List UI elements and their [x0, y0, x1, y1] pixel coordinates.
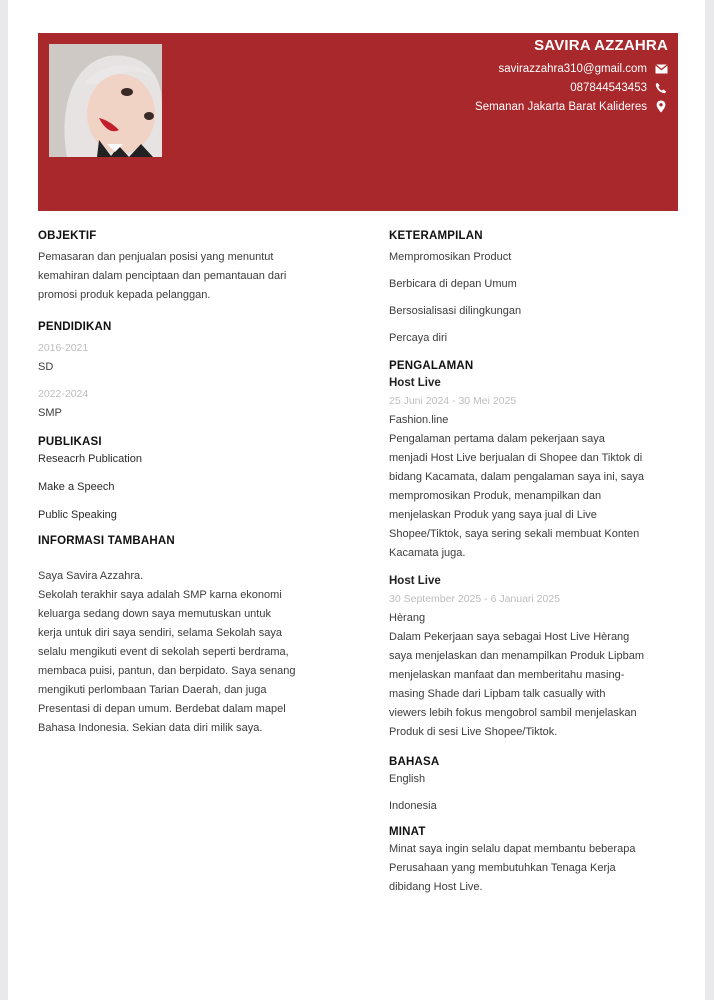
additional-line: Presentasi di depan umum. Berdebat dalam mapel — [38, 703, 286, 715]
candidate-name: SAVIRA AZZAHRA — [534, 37, 668, 54]
education-school: SD — [38, 361, 54, 373]
additional-line: Sekolah terakhir saya adalah SMP karna ekonomi — [38, 589, 282, 601]
job-company: Hèrang — [389, 612, 426, 624]
job-description-line: Kacamata juga. — [389, 547, 466, 559]
job-description-line: Produk di sesi Live Shopee/Tiktok. — [389, 726, 558, 738]
job-description-line: menjadi Host Live berjualan di Shopee dan Tiktok di — [389, 452, 643, 464]
job-role: Host Live — [389, 575, 441, 587]
job-description-line: Dalam Pekerjaan saya sebagai Host Live Hèrang — [389, 631, 630, 643]
job-description-line: masing Shade dari Lipbam talk casually with — [389, 688, 606, 700]
publication-item: Make a Speech — [38, 481, 115, 493]
objective-line: Pemasaran dan penjualan posisi yang menuntut — [38, 251, 274, 263]
job-company: Fashion.line — [389, 414, 449, 426]
location-pin-icon — [654, 101, 668, 113]
phone-text: 087844543453 — [570, 81, 647, 94]
envelope-icon — [654, 63, 668, 75]
phone-row — [475, 78, 668, 97]
publication-item: Reseacrh Publication — [38, 453, 142, 465]
publication-item: Public Speaking — [38, 509, 117, 521]
additional-line: membaca puisi, pantun, dan berpidato. Saya senang — [38, 665, 296, 677]
skill-item: Mempromosikan Product — [389, 251, 512, 263]
objective-line: promosi produk kepada pelanggan. — [38, 289, 211, 301]
additional-line: kerja untuk diri saya sendiri, selama Sekolah saya — [38, 627, 282, 639]
education-years: 2022-2024 — [38, 388, 89, 400]
additional-line: Bahasa Indonesia. Sekian data diri milik saya. — [38, 722, 263, 734]
education-entry — [38, 385, 338, 423]
job-period: 25 Juni 2024 - 30 Mei 2025 — [389, 395, 517, 407]
skills-title: KETERAMPILAN — [389, 230, 483, 242]
job-description-line: Pengalaman pertama dalam pekerjaan saya — [389, 433, 605, 445]
additional-info-title: INFORMASI TAMBAHAN — [38, 535, 175, 547]
interests-title: MINAT — [389, 826, 426, 838]
education-school: SMP — [38, 407, 62, 419]
additional-line: mengikuti perlombaan Tarian Daerah, dan juga — [38, 684, 267, 696]
job-role: Host Live — [389, 377, 441, 389]
skill-item: Bersosialisasi dilingkungan — [389, 305, 522, 317]
address-row — [475, 97, 668, 116]
interests-text — [389, 840, 689, 897]
contact-block — [475, 37, 668, 116]
education-title: PENDIDIKAN — [38, 321, 112, 333]
job-period: 30 September 2025 - 6 Januari 2025 — [389, 593, 561, 605]
interest-line: Perusahaan yang membutuhkan Tenaga Kerja — [389, 862, 616, 874]
phone-icon — [654, 82, 668, 94]
language-item: English — [389, 773, 426, 785]
email-text: savirazzahra310@gmail.com — [498, 62, 647, 75]
interest-line: Minat saya ingin selalu dapat membantu beberapa — [389, 843, 636, 855]
job-description-line: mempromosikan Produk, menampilkan dan — [389, 490, 602, 502]
email-row — [475, 59, 668, 78]
additional-line: keluarga sedang down saya memutuskan untuk — [38, 608, 271, 620]
objective-line: kemahiran dalam penciptaan dan pemantauan dari — [38, 270, 287, 282]
education-years: 2016-2021 — [38, 342, 89, 354]
objective-title: OBJEKTIF — [38, 230, 97, 242]
additional-line: selalu mengikuti event di sekolah seperti berdrama, — [38, 646, 289, 658]
interest-line: dibidang Host Live. — [389, 881, 483, 893]
address-text: Semanan Jakarta Barat Kalideres — [475, 100, 647, 113]
job-description-line: menjelaskan manfaat dan memberitahu masing- — [389, 669, 625, 681]
profile-photo — [49, 44, 162, 157]
job-description-line: saya menjelaskan dan menampilkan Produk Lipbam — [389, 650, 644, 662]
job-description-line: menjelaskan Produk yang saya jual di Live — [389, 509, 597, 521]
education-entry — [38, 339, 338, 377]
job-description-line: viewers lebih fokus mengobrol sambil menjelaskan — [389, 707, 637, 719]
language-item: Indonesia — [389, 800, 437, 812]
additional-line: Saya Savira Azzahra. — [38, 570, 144, 582]
left-column — [38, 230, 338, 738]
skill-item: Berbicara di depan Umum — [389, 278, 517, 290]
right-column — [389, 230, 689, 897]
resume-page — [8, 0, 705, 1000]
experience-entry — [389, 572, 689, 742]
skill-item: Percaya diri — [389, 332, 448, 344]
publications-title: PUBLIKASI — [38, 436, 102, 448]
experience-title: PENGALAMAN — [389, 360, 474, 372]
job-description-line: bidang Kacamata, dalam pengalaman saya ini, saya — [389, 471, 644, 483]
experience-entry — [389, 374, 689, 563]
languages-title: BAHASA — [389, 756, 440, 768]
additional-info-text — [38, 567, 338, 738]
job-description-line: Shopee/Tiktok, saya sering sekali membuat Konten — [389, 528, 640, 540]
header-banner — [38, 33, 678, 211]
objective-text — [38, 248, 338, 305]
